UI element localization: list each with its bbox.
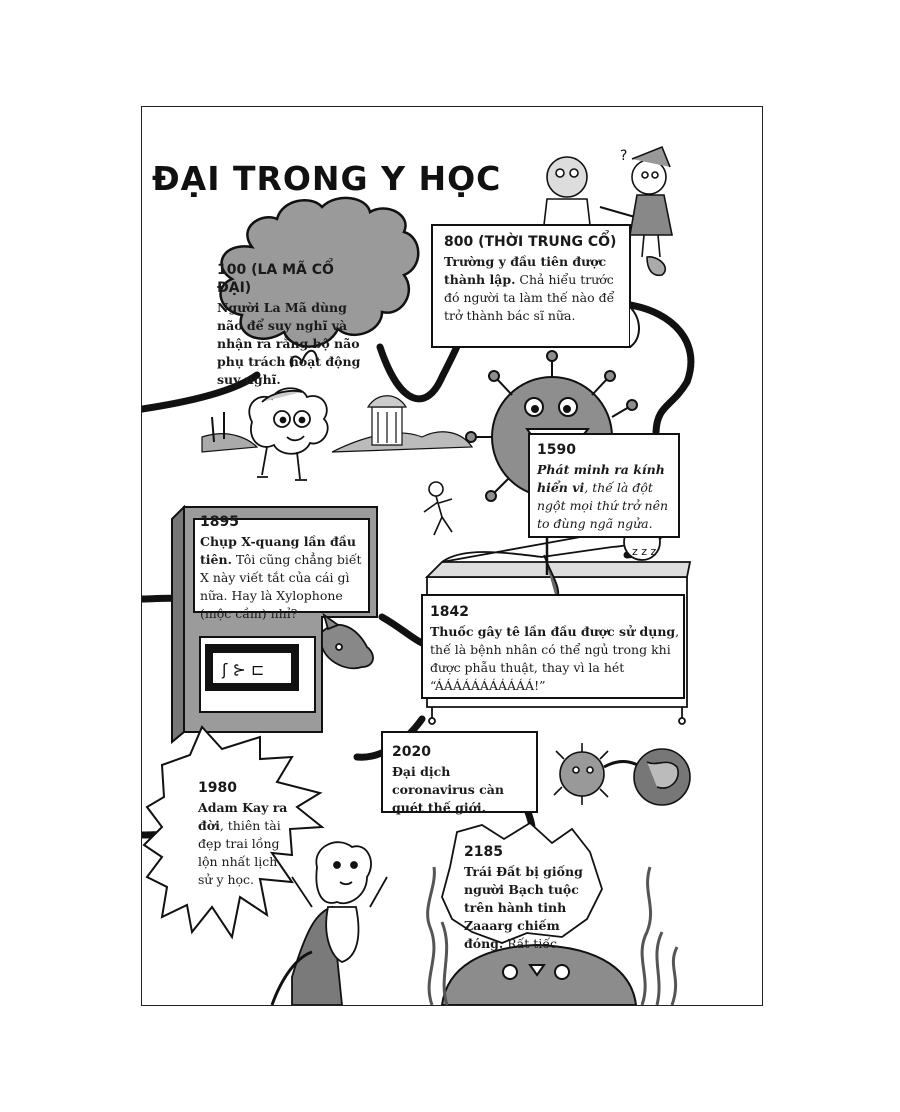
entry-2020-year: 2020 [392, 744, 431, 760]
entry-800-strong: Trường y đầu tiên được thành lập. [444, 254, 607, 287]
running-man-drawing [424, 482, 452, 535]
entry-100-year: 100 (LA MÃ CỔ ĐẠI) [217, 262, 334, 296]
entry-1895-rest: Tôi cũng chẳng biết X này viết tắt của cái gì nữa. Hay là Xylophone (mộc cầm) nhỉ? [200, 552, 362, 621]
book-page [141, 106, 763, 1006]
entry-1980 [198, 779, 294, 889]
xray-screen-symbols: ʃ ⊱ ⊏ [222, 660, 265, 679]
entry-1590 [537, 441, 675, 533]
entry-2020 [392, 743, 532, 817]
entry-1980-rest: , thiên tài đẹp trai lồng lộn nhất lịch sử y học. [198, 818, 281, 887]
entry-2185-year: 2185 [464, 844, 503, 860]
entry-1980-year: 1980 [198, 780, 237, 796]
page-title: ĐẠI TRONG Y HỌC [152, 159, 502, 198]
entry-1842-strong: Thuốc gây tê lần đầu được sử dụng [430, 624, 676, 639]
entry-1590-strong: Phát minh ra kính hiển vi [537, 462, 665, 495]
entry-1980-strong: Adam Kay ra đời [198, 800, 288, 833]
entry-2020-strong: Đại dịch coronavirus càn quét thế giới. [392, 764, 504, 815]
landscape-drawing [202, 396, 472, 452]
entry-1842-year: 1842 [430, 604, 469, 620]
entry-1590-rest: , thế là đột ngột mọi thứ trở nên to đùng ngã ngửa. [537, 480, 669, 531]
svg-text:z z z: z z z [632, 545, 657, 558]
entry-1842 [430, 603, 680, 695]
entry-2185 [464, 843, 594, 953]
svg-text:?: ? [620, 148, 628, 164]
entry-800-year: 800 (THỜI TRUNG CỔ) [444, 234, 617, 250]
entry-2185-strong: Trái Đất bị giống người Bạch tuộc trên hành tinh Zaaarg chiếm đóng. [464, 864, 583, 951]
entry-1590-year: 1590 [537, 442, 576, 458]
entry-1842-rest: , thế là bệnh nhân có thể ngủ trong khi được phẫu thuật, thay vì la hét “ÁÁÁÁÁÁÁÁÁÁÁ!” [430, 624, 680, 693]
brain-character-drawing [249, 388, 327, 480]
entry-1895 [200, 513, 368, 623]
entry-800 [444, 233, 624, 325]
entry-1895-strong: Chụp X-quang lần đầu tiên. [200, 534, 356, 567]
entry-1895-year: 1895 [200, 514, 239, 530]
entry-2185-rest: Rất tiếc. [503, 936, 561, 951]
entry-100-strong: Người La Mã dùng não để suy nghĩ và nhận ra rằng bộ não phụ trách hoạt động suy nghĩ. [217, 300, 361, 387]
virus-earth-drawing [554, 743, 690, 805]
entry-800-rest: Chả hiểu trước đó người ta làm thế nào để trở thành bác sĩ nữa. [444, 272, 615, 323]
entry-100 [217, 261, 369, 389]
